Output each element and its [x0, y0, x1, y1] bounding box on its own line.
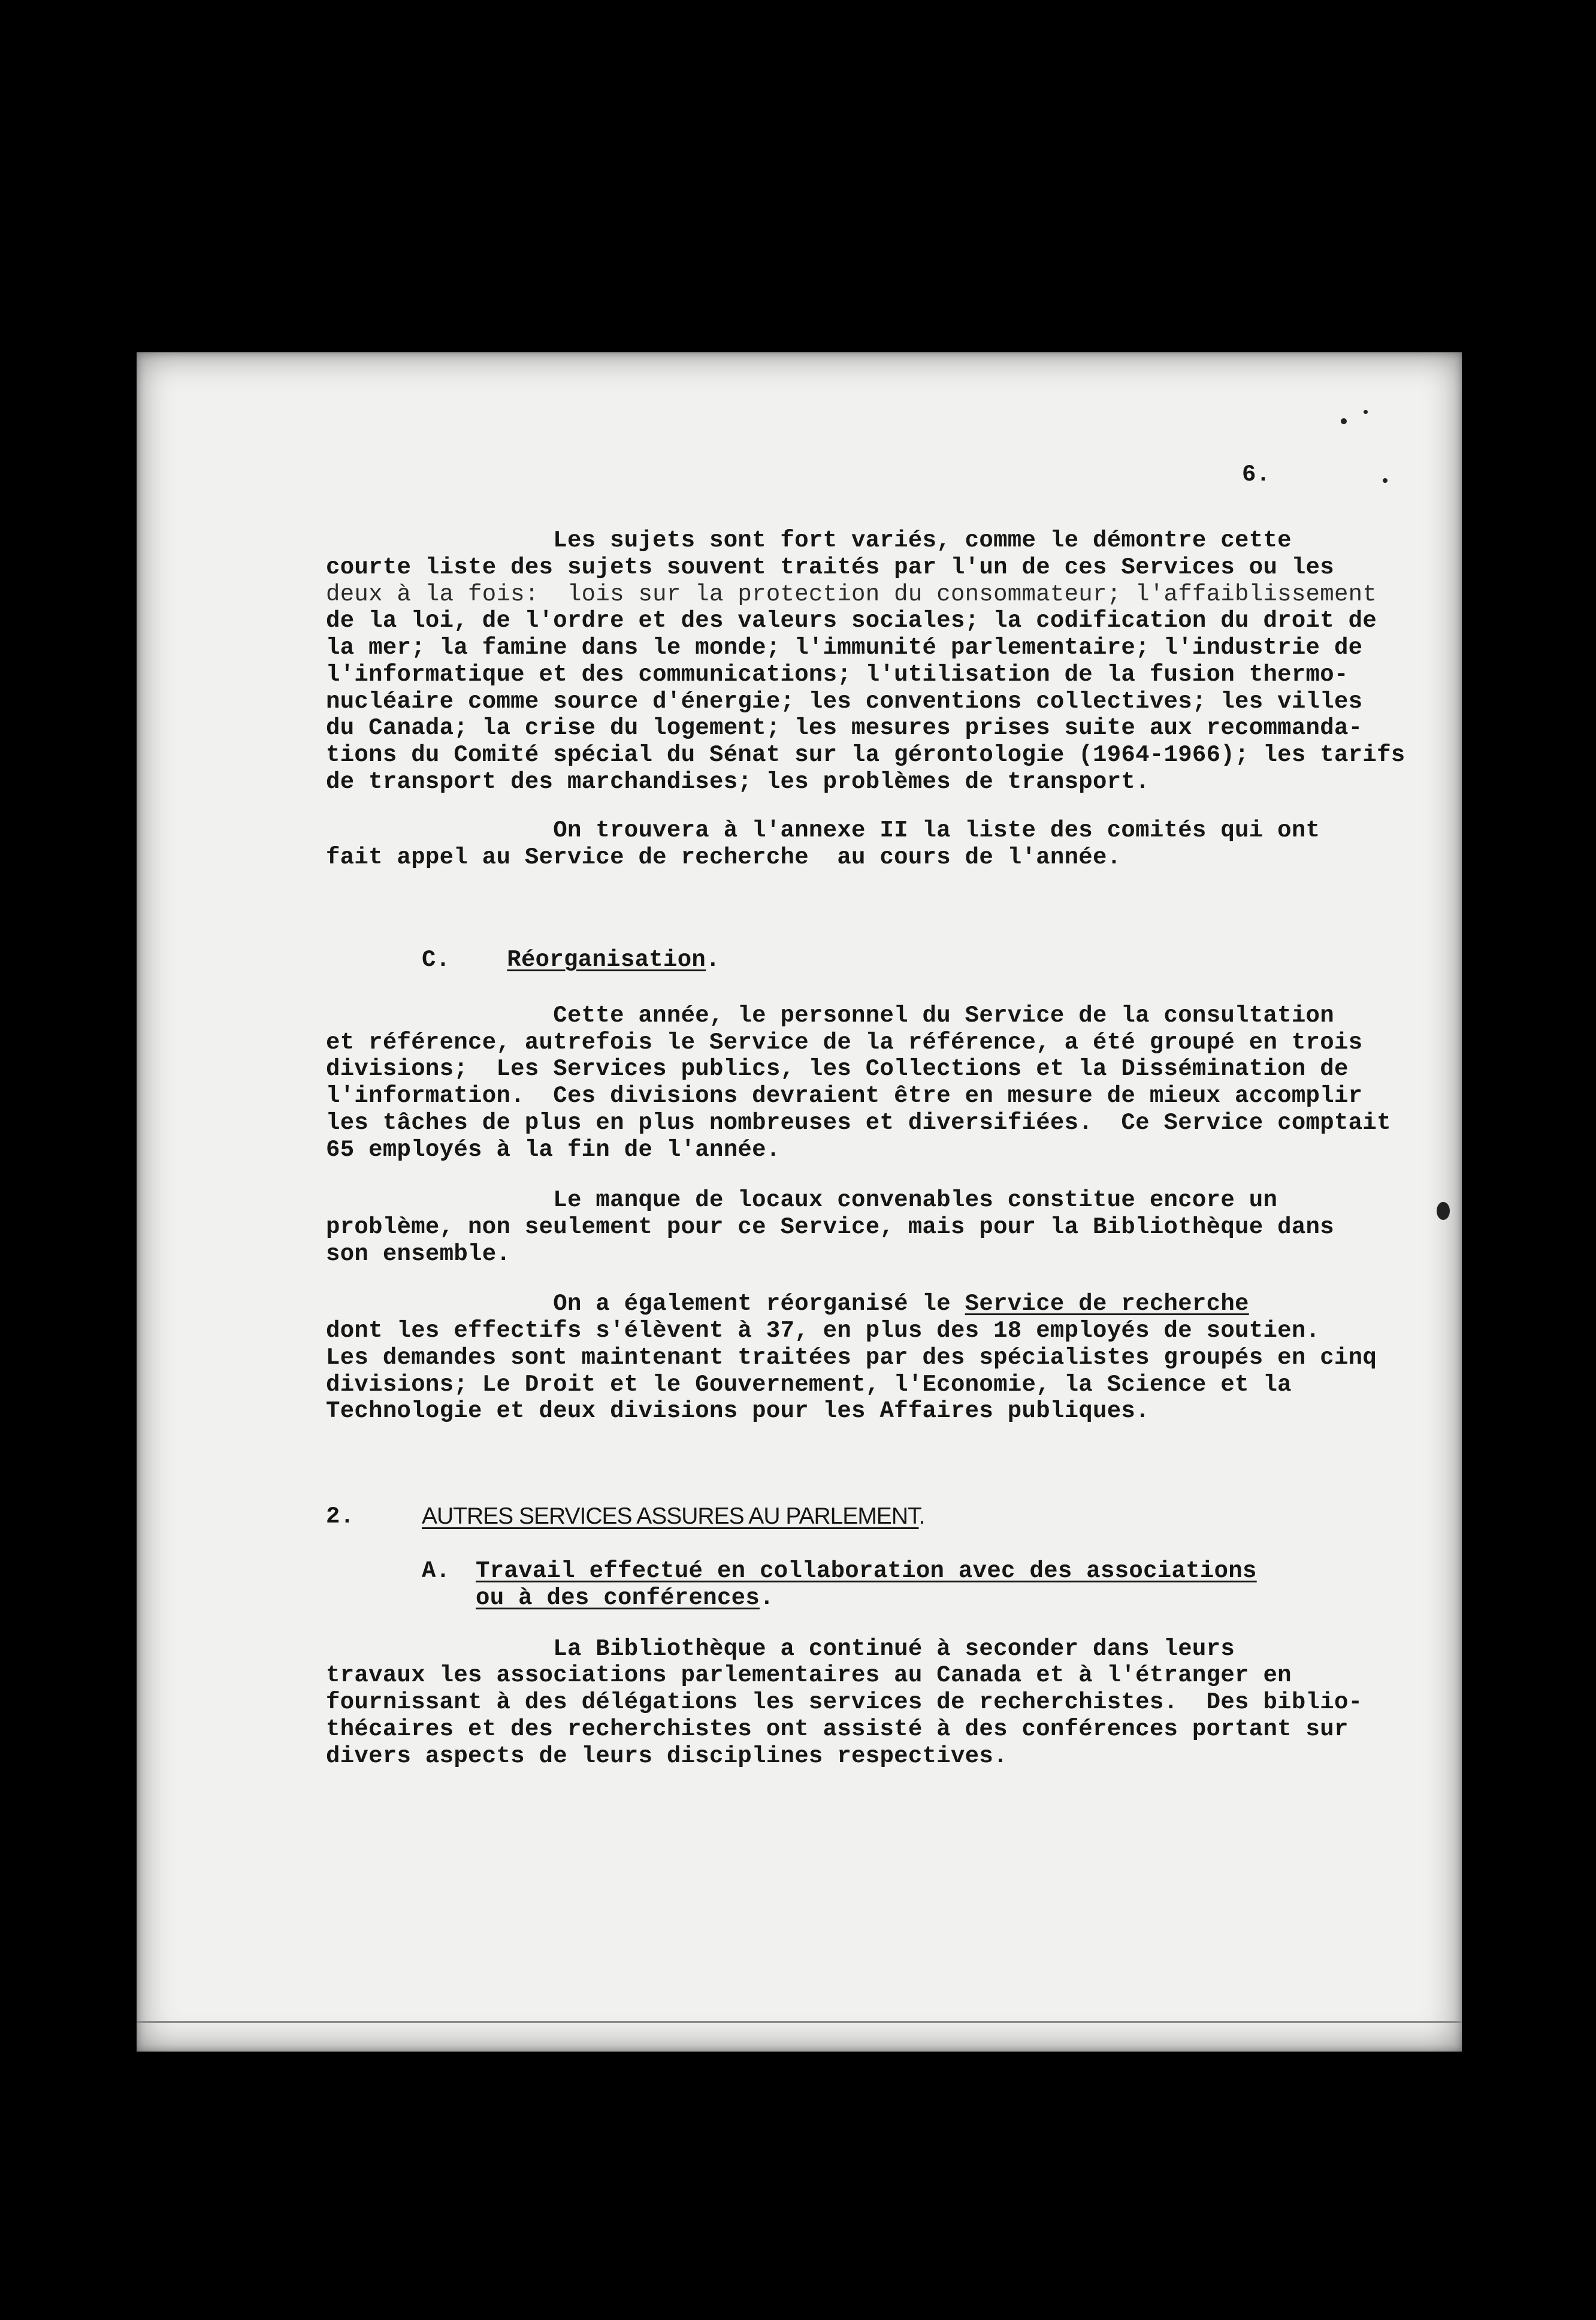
- paragraph-line: On trouvera à l'annexe II la liste des comités qui ont: [326, 817, 1320, 844]
- paragraph-line: du Canada; la crise du logement; les mesures prises suite aux recommanda-: [326, 715, 1363, 741]
- paragraph-line: nucléaire comme source d'énergie; les conventions collectives; les villes: [326, 688, 1363, 715]
- section-letter: C.: [422, 947, 451, 973]
- section-title: Réorganisation: [507, 947, 706, 973]
- paragraph-line: problème, non seulement pour ce Service, mais pour la Bibliothèque dans: [326, 1214, 1334, 1240]
- paragraph-line: dont les effectifs s'élèvent à 37, en plus des 18 employés de soutien.: [326, 1318, 1320, 1344]
- page-number: 6.: [1242, 461, 1271, 488]
- paragraph-line: de transport des marchandises; les problèmes de transport.: [326, 769, 1150, 795]
- dust-speck: [1364, 410, 1368, 414]
- section-title-line: ou à des conférences: [476, 1585, 760, 1611]
- paragraph-line: Les sujets sont fort variés, comme le démontre cette: [326, 527, 1292, 554]
- paragraph-line: Technologie et deux divisions pour les Affaires publiques.: [326, 1398, 1150, 1424]
- section-a-letter: A.: [422, 1558, 451, 1584]
- paragraph-line: [326, 1291, 1249, 1318]
- paragraph-line: thécaires et des recherchistes ont assisté à des conférences portant sur: [326, 1716, 1349, 1742]
- paragraph-line: divisions; Le Droit et le Gouvernement, l'Economie, la Science et la: [326, 1372, 1292, 1398]
- dust-speck: [1341, 418, 1347, 424]
- paragraph-line: son ensemble.: [326, 1241, 511, 1267]
- fold-line: [137, 2021, 1462, 2023]
- section-title-period: .: [918, 1503, 925, 1529]
- section-a-title: [476, 1558, 1257, 1585]
- paragraph-line: fournissant à des délégations les services de recherchistes. Des biblio-: [326, 1689, 1363, 1715]
- paragraph-line: et référence, autrefois le Service de la référence, a été groupé en trois: [326, 1029, 1363, 1056]
- paragraph-line: courte liste des sujets souvent traités par l'un de ces Services ou les: [326, 554, 1334, 581]
- paragraph-line: Le manque de locaux convenables constitue encore un: [326, 1187, 1278, 1213]
- section-title-period: .: [706, 947, 720, 973]
- paragraph-line: l'information. Ces divisions devraient être en mesure de mieux accomplir: [326, 1083, 1363, 1109]
- section-title-period: .: [760, 1585, 774, 1611]
- paragraph-line: Cette année, le personnel du Service de la consultation: [326, 1002, 1334, 1029]
- paragraph-line: les tâches de plus en plus nombreuses et diversifiées. Ce Service comptait: [326, 1110, 1391, 1136]
- section-2-heading: [422, 1503, 924, 1530]
- section-c-heading: [422, 947, 720, 974]
- dust-speck: [1437, 1202, 1450, 1220]
- paragraph-line: Les demandes sont maintenant traitées par des spécialistes groupés en cinq: [326, 1345, 1377, 1371]
- paragraph-line: la mer; la famine dans le monde; l'immunité parlementaire; l'industrie de: [326, 635, 1363, 661]
- document-page: [137, 352, 1462, 2052]
- paragraph-line: La Bibliothèque a continué à seconder dans leurs: [326, 1636, 1235, 1662]
- section-title-line: Travail effectué en collaboration avec des associations: [476, 1558, 1257, 1584]
- paragraph-line: divisions; Les Services publics, les Collections et la Dissémination de: [326, 1056, 1349, 1082]
- underlined-term: Service de recherche: [965, 1291, 1249, 1317]
- section-a-title: [476, 1585, 774, 1612]
- line-text: On a également réorganisé le: [326, 1291, 965, 1317]
- paragraph-line: de la loi, de l'ordre et des valeurs sociales; la codification du droit de: [326, 608, 1377, 634]
- paragraph-line: divers aspects de leurs disciplines respectives.: [326, 1743, 1008, 1769]
- paragraph-line: travaux les associations parlementaires au Canada et à l'étranger en: [326, 1662, 1292, 1688]
- section-title: AUTRES SERVICES ASSURES AU PARLEMENT: [422, 1503, 919, 1529]
- paragraph-line: 65 employés à la fin de l'année.: [326, 1137, 781, 1163]
- paragraph-line: deux à la fois: lois sur la protection du consommateur; l'affaiblissement: [326, 581, 1377, 608]
- section-2-number: 2.: [326, 1503, 355, 1530]
- paragraph-line: fait appel au Service de recherche au cours de l'année.: [326, 844, 1122, 871]
- dust-speck: [1383, 478, 1388, 483]
- paragraph-line: tions du Comité spécial du Sénat sur la gérontologie (1964-1966); les tarifs: [326, 742, 1405, 768]
- paragraph-line: l'informatique et des communications; l'utilisation de la fusion thermo-: [326, 661, 1349, 688]
